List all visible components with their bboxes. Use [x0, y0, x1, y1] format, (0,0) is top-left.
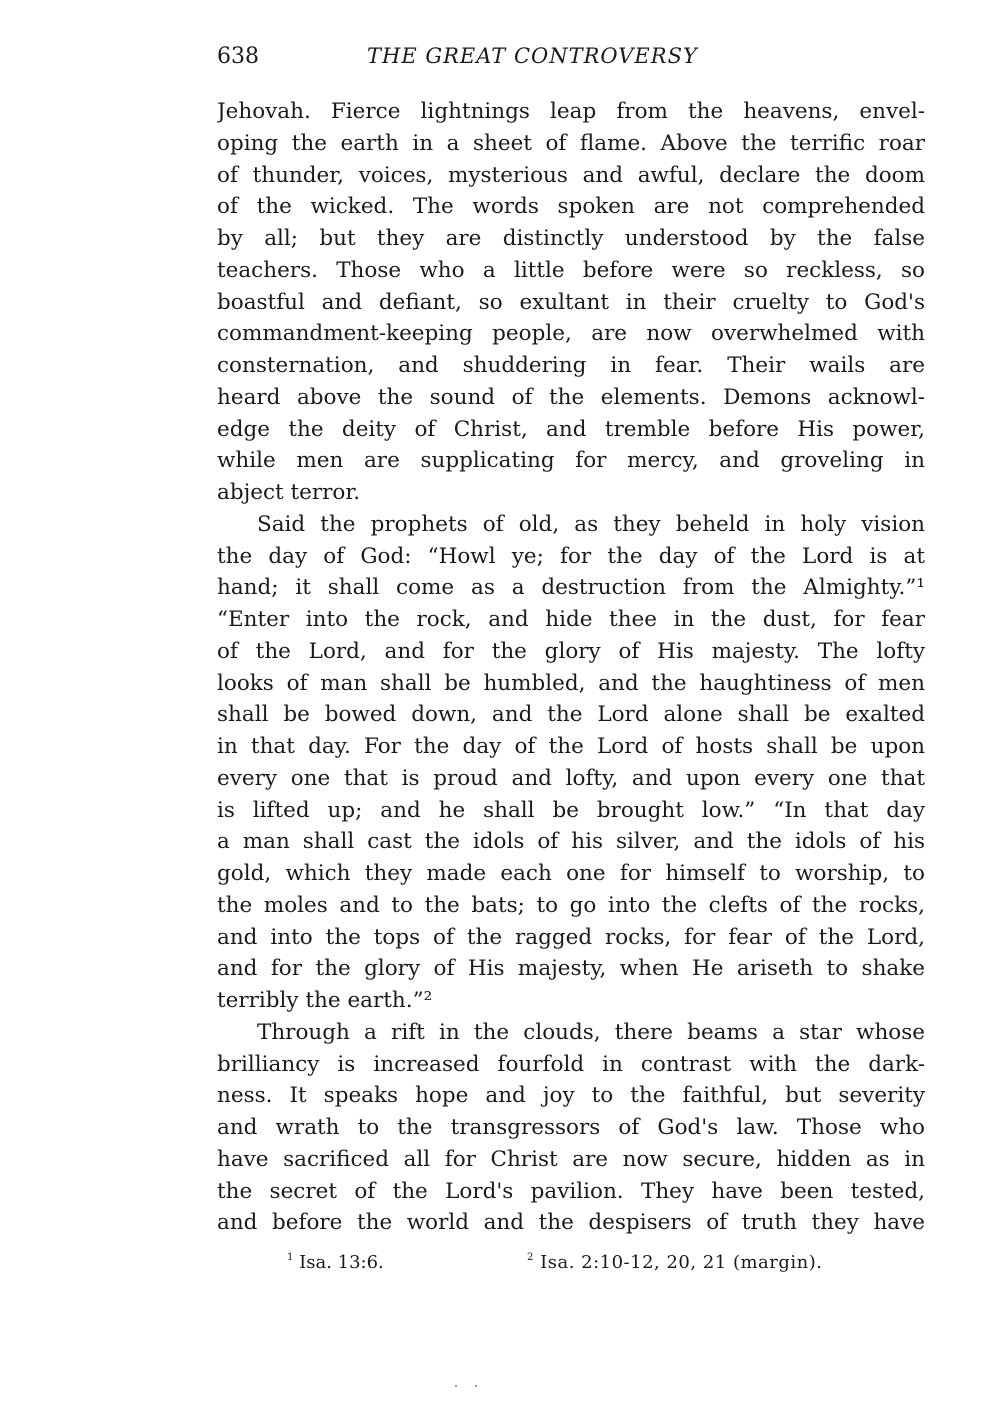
text-line: is lifted up; and he shall be brought low.” “In that day — [217, 797, 925, 823]
text-line: and before the world and the despisers of truth they have — [217, 1210, 925, 1236]
text-line: consternation, and shuddering in fear. Their wails are — [217, 353, 925, 378]
text-line: “Enter into the rock, and hide thee in the dust, for fear — [217, 607, 925, 632]
text-line: the moles and to the bats; to go into the clefts of the rocks, — [217, 892, 925, 918]
footnotes — [217, 1252, 925, 1282]
text-line: of thunder, voices, mysterious and awful, declare the doom — [217, 162, 925, 188]
running-title: THE GREAT CONTROVERSY — [367, 44, 698, 68]
text-line: while men are supplicating for mercy, and groveling in — [217, 448, 925, 474]
body-text — [217, 96, 925, 1239]
footnote-2 — [527, 1252, 823, 1273]
text-line: terribly the earth.”² — [217, 988, 433, 1013]
text-line: Jehovah. Fierce lightnings leap from the heavens, envel- — [217, 99, 925, 124]
text-line: and wrath to the transgressors of God's law. Those who — [217, 1115, 925, 1140]
page-number: 638 — [217, 44, 259, 69]
text-line: abject terror. — [217, 480, 361, 505]
text-line: the secret of the Lord's pavilion. They have been tested, — [217, 1178, 925, 1204]
page-header — [217, 44, 925, 76]
footnote-1 — [287, 1252, 384, 1273]
scan-speck — [475, 1385, 477, 1387]
text-line: of the Lord, and for the glory of His majesty. The lofty — [217, 638, 925, 664]
text-line: brilliancy is increased fourfold in contrast with the dark- — [217, 1051, 925, 1077]
text-line: teachers. Those who a little before were so reckless, so — [217, 257, 925, 283]
scan-speck — [455, 1385, 457, 1387]
text-line: boastful and defiant, so exultant in their cruelty to God's — [217, 289, 925, 315]
text-line: heard above the sound of the elements. Demons acknowl- — [217, 384, 925, 410]
text-line: every one that is proud and lofty, and upon every one that — [217, 765, 925, 791]
text-line: and into the tops of the ragged rocks, for fear of the Lord, — [217, 924, 925, 950]
text-line: hand; it shall come as a destruction from the Almighty.”¹ — [217, 575, 925, 601]
text-line: Through a rift in the clouds, there beams a star whose — [257, 1019, 925, 1045]
text-line: a man shall cast the idols of his silver, and the idols of his — [217, 829, 925, 855]
text-line: ness. It speaks hope and joy to the faithful, but severity — [217, 1083, 925, 1109]
text-line: in that day. For the day of the Lord of hosts shall be upon — [217, 734, 925, 759]
text-line: commandment-keeping people, are now overwhelmed with — [217, 321, 925, 347]
text-line: of the wicked. The words spoken are not comprehended — [217, 194, 925, 220]
footnote-marker: 2 — [527, 1252, 534, 1263]
text-line: oping the earth in a sheet of flame. Above the terrific roar — [217, 130, 925, 156]
text-line: the day of God: “Howl ye; for the day of the Lord is at — [217, 543, 925, 569]
text-line: and for the glory of His majesty, when He ariseth to shake — [217, 956, 925, 982]
text-line: looks of man shall be humbled, and the haughtiness of men — [217, 670, 925, 696]
text-line: Said the prophets of old, as they beheld in holy vision — [257, 511, 925, 537]
footnote-marker: 1 — [287, 1252, 294, 1263]
footnote-text: Isa. 13:6. — [299, 1252, 384, 1273]
text-line: by all; but they are distinctly understood by the false — [217, 226, 925, 251]
text-line: edge the deity of Christ, and tremble before His power, — [217, 416, 925, 442]
text-line: shall be bowed down, and the Lord alone shall be exalted — [217, 702, 925, 728]
footnote-text: Isa. 2:10-12, 20, 21 (margin). — [540, 1252, 823, 1273]
text-line: have sacrificed all for Christ are now secure, hidden as in — [217, 1146, 925, 1172]
text-line: gold, which they made each one for himself to worship, to — [217, 861, 925, 886]
